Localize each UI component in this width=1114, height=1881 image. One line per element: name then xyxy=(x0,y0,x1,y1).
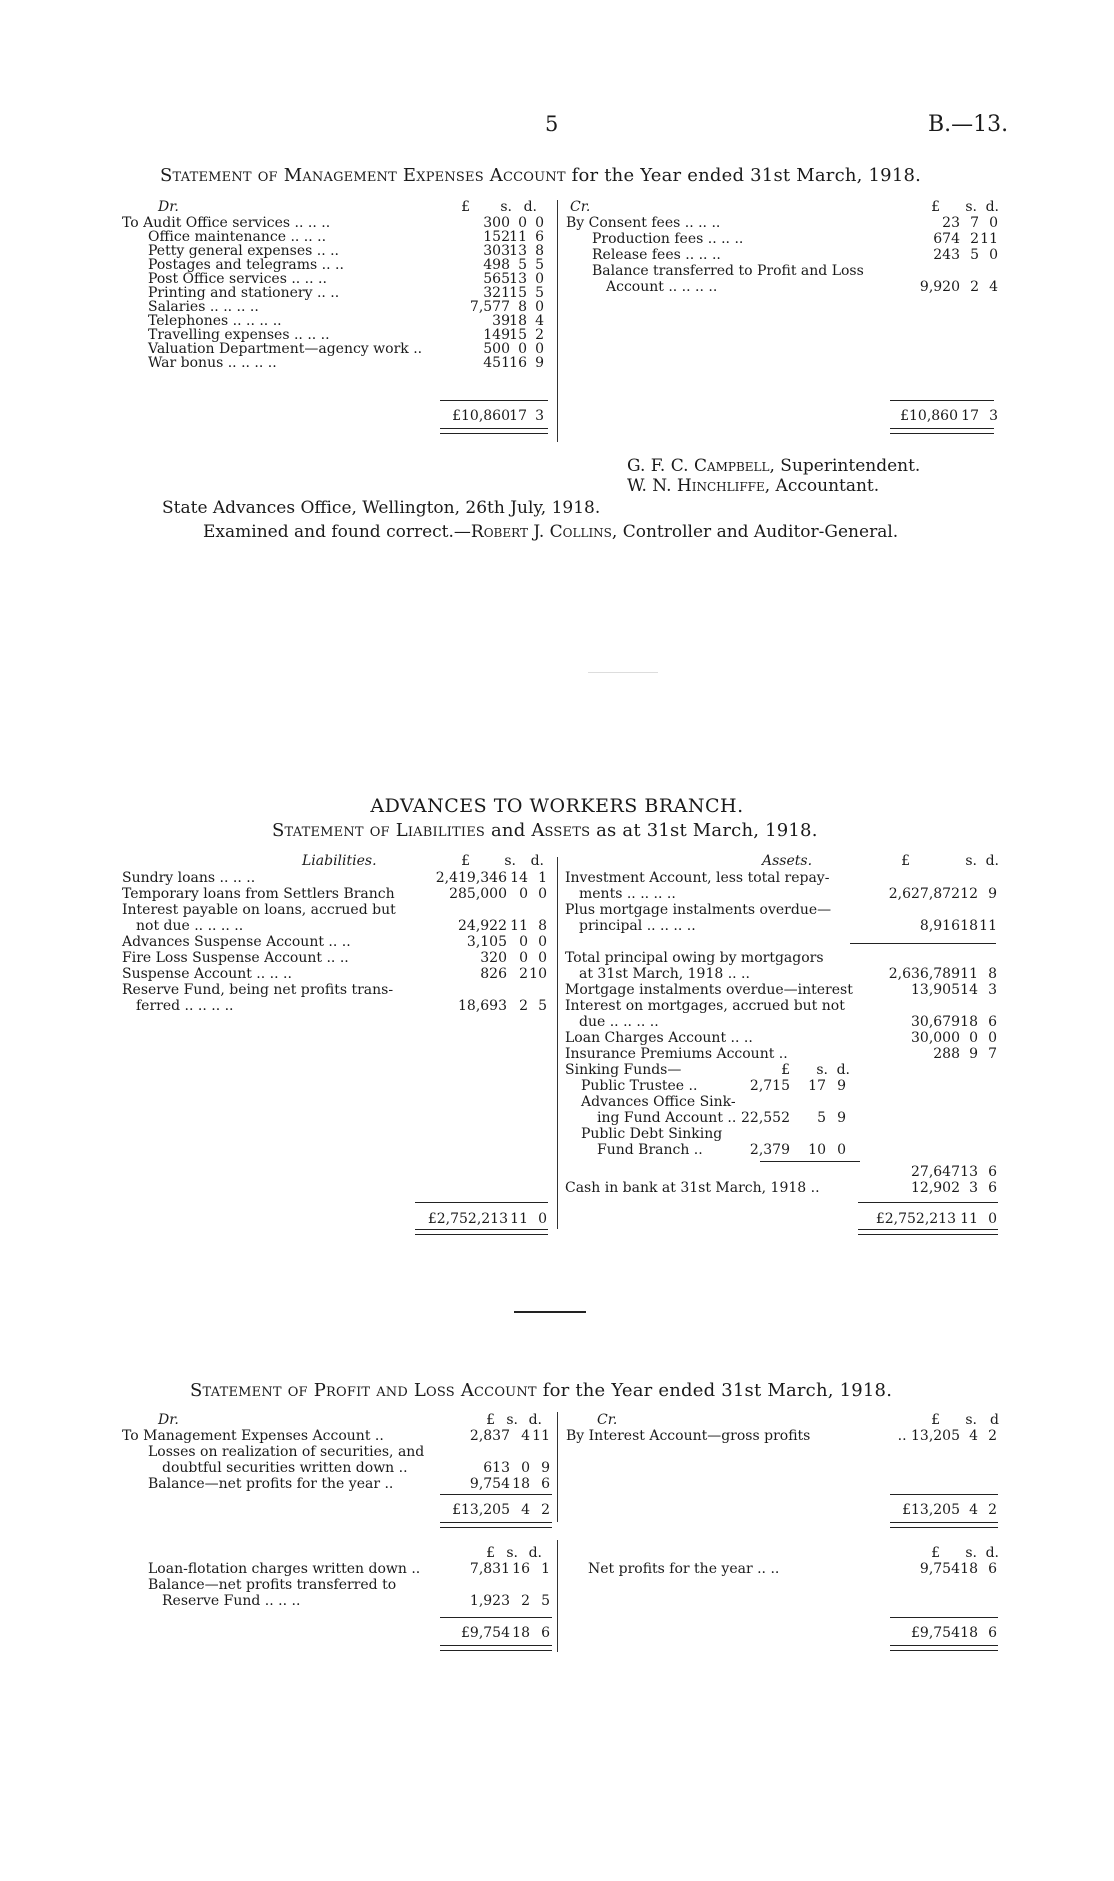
mgmt-cr-row-shillings: 7 xyxy=(970,215,979,231)
liab-row-pence: 10 xyxy=(529,966,547,982)
liab-row-label: Reserve Fund, being net profits trans- xyxy=(122,982,394,998)
mgmt-dr-row-pence: 0 xyxy=(535,215,544,231)
mgmt-dr-row-label: Telephones .. .. .. .. xyxy=(148,313,282,329)
pl-dr-total-pounds: £13,205 xyxy=(452,1502,510,1518)
mgmt-cr-row-label: By Consent fees .. .. .. xyxy=(566,215,721,231)
mgmt-dr-row-pounds: 7,577 xyxy=(469,299,510,315)
pl-dr2-row-label: Reserve Fund .. .. .. xyxy=(162,1593,301,1609)
liab-row-pence: 0 xyxy=(538,934,547,950)
asset-row-pence: 8 xyxy=(988,966,997,982)
pl-cr2-pounds: 9,754 xyxy=(919,1561,960,1577)
mgmt-cr-total-s: 17 xyxy=(961,408,979,424)
auditor-examined xyxy=(203,522,898,542)
mgmt-dr-row-pounds: 300 xyxy=(483,215,510,231)
mgmt-cr-row-pence: 4 xyxy=(989,279,998,295)
liab-pound-head: £ xyxy=(461,853,470,869)
accountant-name: W. N. Hinchliffe, xyxy=(627,476,771,496)
pl-title-caps: Statement of Profit and Loss Account xyxy=(190,1380,537,1401)
mgmt-dr-row-shillings: 15 xyxy=(509,285,527,301)
asset-row-label: Plus mortgage instalments overdue— xyxy=(565,902,832,918)
liab-row-label: Temporary loans from Settlers Branch xyxy=(122,886,395,902)
pl2-dr-d-head: d. xyxy=(528,1545,542,1561)
liab-s-head: s. xyxy=(504,853,516,869)
pl-dr2-row-pounds: 1,923 xyxy=(469,1593,510,1609)
mgmt-dr-d-head: d. xyxy=(523,199,537,215)
pl-dr-total-d: 2 xyxy=(541,1502,550,1518)
mgmt-dr-row-shillings: 8 xyxy=(518,299,527,315)
liab-total-s: 11 xyxy=(510,1211,528,1227)
asset-row-pounds: 8,916 xyxy=(919,918,960,934)
cash-d: 6 xyxy=(988,1180,997,1196)
mgmt-dr-row-pounds: 149 xyxy=(483,327,510,343)
assets-head: Assets. xyxy=(762,853,813,869)
mgmt-dr-row-shillings: 18 xyxy=(509,313,527,329)
asset-row-shillings: 9 xyxy=(969,1046,978,1062)
pl2-dr-total-d: 6 xyxy=(541,1625,550,1641)
sinking-row-pounds: 2,379 xyxy=(749,1142,790,1158)
mgmt-dr-row-pence: 6 xyxy=(535,229,544,245)
mgmt-dr-row-pence: 0 xyxy=(535,341,544,357)
mgmt-dr-row-pence: 9 xyxy=(535,355,544,371)
mgmt-dr-row-label: Post Office services .. .. .. xyxy=(148,271,327,287)
mgmt-cr-row-pounds: 674 xyxy=(933,231,960,247)
asset-row-pence: 9 xyxy=(988,886,997,902)
pl-cr-interest-s: 4 xyxy=(969,1428,978,1444)
asset-row-label: Loan Charges Account .. .. xyxy=(565,1030,753,1046)
liab-row-shillings: 2 xyxy=(519,998,528,1014)
asset-row-shillings: 0 xyxy=(969,1030,978,1046)
mgmt-dr-row-pounds: 565 xyxy=(483,271,510,287)
mgmt-dr-row-label: Office maintenance .. .. .. xyxy=(148,229,327,245)
sinking-row-pence: 9 xyxy=(837,1110,846,1126)
pl-dr-pound-head: £ xyxy=(486,1412,495,1428)
liab-row-shillings: 11 xyxy=(510,918,528,934)
liab-total-rule xyxy=(415,1202,548,1203)
document-reference: B.—13. xyxy=(928,112,1009,137)
pl-divider-bottom xyxy=(557,1540,558,1652)
pl-cr-double-rule xyxy=(890,1522,998,1528)
pl-dr-row-pence: 6 xyxy=(541,1476,550,1492)
liab-row-shillings: 0 xyxy=(519,886,528,902)
mgmt-cr-row-pounds: 23 xyxy=(942,215,960,231)
pl-dr-row-shillings: 0 xyxy=(521,1460,530,1476)
liab-d-head: d. xyxy=(530,853,544,869)
asset-row-pence: 3 xyxy=(988,982,997,998)
liab-row-pounds: 826 xyxy=(480,966,507,982)
pl-cr-total-pounds: £13,205 xyxy=(902,1502,960,1518)
mgmt-dr-row-shillings: 5 xyxy=(518,257,527,273)
mgmt-dr-row-pounds: 303 xyxy=(483,243,510,259)
mgmt-cr-d-head: d. xyxy=(985,199,999,215)
pl-dr-label: Dr. xyxy=(158,1412,179,1428)
mgmt-cr-total-pounds: £10,860 xyxy=(900,408,958,424)
liab-total-d: 0 xyxy=(538,1211,547,1227)
mgmt-cr-pound-head: £ xyxy=(931,199,940,215)
superintendent-role: Superintendent. xyxy=(774,456,921,476)
asset-row-label: ments .. .. .. .. xyxy=(579,886,676,902)
place-date: State Advances Office, Wellington, 26th July, 1918. xyxy=(162,498,601,518)
mgmt-cr-row-shillings: 2 xyxy=(970,279,979,295)
mgmt-dr-total-d: 3 xyxy=(535,408,544,424)
liab-row-label: Fire Loss Suspense Account .. .. xyxy=(122,950,349,966)
pl-dr-row-label: To Management Expenses Account .. xyxy=(122,1428,384,1444)
asset-row-pounds: 30,000 xyxy=(911,1030,960,1046)
mgmt-dr-row-label: To Audit Office services .. .. .. xyxy=(122,215,331,231)
mgmt-dr-total-pounds: £10,860 xyxy=(452,408,510,424)
pl-cr-interest-label: By Interest Account—gross profits xyxy=(566,1428,811,1444)
pl2-dr-total-s: 18 xyxy=(512,1625,530,1641)
asset-total-s: 11 xyxy=(960,1211,978,1227)
mgmt-cr-row-pence: 0 xyxy=(989,247,998,263)
mgmt-dr-label: Dr. xyxy=(158,199,179,215)
mgmt-cr-row-label: Balance transferred to Profit and Loss xyxy=(592,263,864,279)
sinking-subtotal-rule xyxy=(760,1161,860,1162)
mgmt-dr-row-label: War bonus .. .. .. .. xyxy=(148,355,277,371)
mgmt-dr-row-shillings: 11 xyxy=(509,229,527,245)
mgmt-dr-row-pence: 5 xyxy=(535,257,544,273)
pl-cr-label: Cr. xyxy=(597,1412,618,1428)
pl-dr-row-label: doubtful securities written down .. xyxy=(162,1460,408,1476)
mgmt-dr-row-pence: 0 xyxy=(535,271,544,287)
sinking-row-label: Fund Branch .. xyxy=(597,1142,703,1158)
mgmt-cr-row-shillings: 2 xyxy=(970,231,979,247)
pl-dr2-row-shillings: 2 xyxy=(521,1593,530,1609)
liabilities-head: Liabilities. xyxy=(302,853,377,869)
pl2-dr-total-pounds: £9,754 xyxy=(461,1625,510,1641)
liab-row-shillings: 2 xyxy=(519,966,528,982)
liab-row-label: ferred .. .. .. .. xyxy=(136,998,234,1014)
pl-cr2-d: 6 xyxy=(988,1561,997,1577)
asset-row-pounds: 288 xyxy=(933,1046,960,1062)
asset-row-pounds: 2,627,872 xyxy=(888,886,960,902)
pl-dr-s-head: s. xyxy=(506,1412,518,1428)
liab-row-pence: 0 xyxy=(538,950,547,966)
sinking-s-head: s. xyxy=(816,1062,828,1078)
cash-pounds: 12,902 xyxy=(911,1180,960,1196)
pl-dr-double-rule xyxy=(440,1522,552,1528)
mgmt-dr-row-shillings: 13 xyxy=(509,243,527,259)
mgmt-dr-row-label: Travelling expenses .. .. .. xyxy=(148,327,330,343)
mgmt-dr-row-shillings: 16 xyxy=(509,355,527,371)
mgmt-cr-double-rule xyxy=(890,428,994,434)
mgmt-dr-row-shillings: 0 xyxy=(518,215,527,231)
asset-total-pounds: £2,752,213 xyxy=(875,1211,956,1227)
page-number: 5 xyxy=(545,112,559,136)
mgmt-dr-row-pounds: 39 xyxy=(492,313,510,329)
pl2-dr-pound-head: £ xyxy=(486,1545,495,1561)
mgmt-cr-row-label: Account .. .. .. .. xyxy=(606,279,718,295)
mgmt-dr-row-pounds: 321 xyxy=(483,285,510,301)
cash-label: Cash in bank at 31st March, 1918 .. xyxy=(565,1180,820,1196)
pl-divider-top xyxy=(557,1412,558,1522)
sinking-total-pounds: 27,647 xyxy=(911,1164,960,1180)
mgmt-cr-row-pence: 11 xyxy=(980,231,998,247)
pl2-cr-total-d: 6 xyxy=(988,1625,997,1641)
pl-cr-pound-head: £ xyxy=(931,1412,940,1428)
faint-mark xyxy=(588,672,658,673)
pl-cr-total-d: 2 xyxy=(988,1502,997,1518)
sinking-row-label: Public Trustee .. xyxy=(581,1078,698,1094)
pl2-cr-total-rule xyxy=(890,1617,998,1618)
asset-row-pounds: 13,905 xyxy=(911,982,960,998)
pl2-dr-double-rule xyxy=(440,1645,552,1651)
liab-row-pounds: 3,105 xyxy=(466,934,507,950)
asset-row-label: Interest on mortgages, accrued but not xyxy=(565,998,845,1014)
mgmt-dr-row-pounds: 500 xyxy=(483,341,510,357)
mgmt-dr-row-label: Printing and stationery .. .. xyxy=(148,285,340,301)
pl2-cr-d-head: d. xyxy=(985,1545,999,1561)
mgmt-dr-double-rule xyxy=(440,428,548,434)
pl-dr2-row-label: Loan-flotation charges written down .. xyxy=(148,1561,421,1577)
pl-dr-total-s: 4 xyxy=(521,1502,530,1518)
asset-row-shillings: 11 xyxy=(960,966,978,982)
pl2-cr-s-head: s. xyxy=(965,1545,977,1561)
mgmt-dr-row-pence: 2 xyxy=(535,327,544,343)
pl2-cr-pound-head: £ xyxy=(931,1545,940,1561)
asset-row-shillings: 14 xyxy=(960,982,978,998)
sinking-row-shillings: 5 xyxy=(817,1110,826,1126)
auditor-role: Controller and Auditor-General. xyxy=(617,522,899,542)
sinking-total-s: 13 xyxy=(960,1164,978,1180)
liab-row-shillings: 0 xyxy=(519,950,528,966)
sinking-row-shillings: 17 xyxy=(808,1078,826,1094)
pl-dr-total-rule xyxy=(440,1494,552,1495)
sinking-row-label: ing Fund Account .. xyxy=(597,1110,737,1126)
mgmt-dr-row-label: Valuation Department—agency work .. xyxy=(148,341,423,357)
pl-dr-row-shillings: 4 xyxy=(521,1428,530,1444)
pl-dr-row-pounds: 613 xyxy=(483,1460,510,1476)
accountant-role: Accountant. xyxy=(770,476,880,496)
pl2-cr-double-rule xyxy=(890,1645,998,1651)
liab-row-label: Interest payable on loans, accrued but xyxy=(122,902,396,918)
asset-row-shillings: 18 xyxy=(960,918,978,934)
mgmt-cr-s-head: s. xyxy=(965,199,977,215)
liab-row-pounds: 285,000 xyxy=(449,886,507,902)
sinking-row-shillings: 10 xyxy=(808,1142,826,1158)
liab-title-caps1: Statement of Liabilities xyxy=(272,820,486,841)
mgmt-dr-total-rule xyxy=(440,400,548,401)
liab-divider xyxy=(557,857,558,1229)
liab-row-pounds: 18,693 xyxy=(458,998,507,1014)
assets-d-head: d. xyxy=(985,853,999,869)
asset-row-shillings: 18 xyxy=(960,1014,978,1030)
sinking-row-pence: 9 xyxy=(837,1078,846,1094)
mgmt-title-rest: for the Year ended 31st March, 1918. xyxy=(565,165,922,186)
liab-row-pence: 8 xyxy=(538,918,547,934)
pl-cr-interest-d: 2 xyxy=(988,1428,997,1444)
signature-superintendent xyxy=(627,456,920,476)
sinking-row-pence: 0 xyxy=(837,1142,846,1158)
sinking-row-label: Public Debt Sinking xyxy=(581,1126,723,1142)
pl-cr-interest-pounds: .. 13,205 xyxy=(897,1428,960,1444)
liab-title-rest: as at 31st March, 1918. xyxy=(590,820,818,841)
pl-dr-row-pounds: 2,837 xyxy=(469,1428,510,1444)
pl-cr-total-rule xyxy=(890,1494,998,1495)
mgmt-dr-row-pounds: 451 xyxy=(483,355,510,371)
mgmt-dr-row-pounds: 152 xyxy=(483,229,510,245)
mgmt-cr-total-d: 3 xyxy=(989,408,998,424)
mgmt-dr-row-pounds: 498 xyxy=(483,257,510,273)
pl2-cr-total-pounds: £9,754 xyxy=(911,1625,960,1641)
mgmt-dr-pound-head: £ xyxy=(461,199,470,215)
auditor-name: Robert J. Collins, xyxy=(470,522,618,542)
mgmt-dr-row-label: Petty general expenses .. .. xyxy=(148,243,340,259)
liab-row-label: Sundry loans .. .. .. xyxy=(122,870,256,886)
mgmt-dr-row-pence: 5 xyxy=(535,285,544,301)
liab-row-pence: 1 xyxy=(538,870,547,886)
liab-row-pence: 0 xyxy=(538,886,547,902)
pl-dr2-row-pence: 5 xyxy=(541,1593,550,1609)
liab-row-pounds: 2,419,346 xyxy=(435,870,507,886)
mgmt-dr-s-head: s. xyxy=(500,199,512,215)
asset-row-shillings: 12 xyxy=(960,886,978,902)
liab-double-rule xyxy=(415,1229,548,1235)
section-separator xyxy=(514,1311,586,1313)
pl2-dr-s-head: s. xyxy=(506,1545,518,1561)
mgmt-dr-row-label: Salaries .. .. .. .. xyxy=(148,299,259,315)
pl-title-rest: for the Year ended 31st March, 1918. xyxy=(536,1380,893,1401)
asset-row-pence: 0 xyxy=(988,1030,997,1046)
pl2-dr-total-rule xyxy=(440,1617,552,1618)
pl-dr2-row-pounds: 7,831 xyxy=(469,1561,510,1577)
mgmt-title-caps: Statement of Management Expenses Account xyxy=(160,165,566,186)
liab-row-label: Advances Suspense Account .. .. xyxy=(122,934,351,950)
pl-dr-row-pence: 9 xyxy=(541,1460,550,1476)
mgmt-dr-row-pence: 0 xyxy=(535,299,544,315)
asset-row-label: due .. .. .. .. xyxy=(579,1014,659,1030)
mgmt-dr-row-shillings: 13 xyxy=(509,271,527,287)
mgmt-cr-label: Cr. xyxy=(570,199,591,215)
cash-s: 3 xyxy=(969,1180,978,1196)
pl-dr-row-pounds: 9,754 xyxy=(469,1476,510,1492)
asset-row-label: Insurance Premiums Account .. xyxy=(565,1046,788,1062)
mgmt-cr-row-pence: 0 xyxy=(989,215,998,231)
pl-dr-row-shillings: 18 xyxy=(512,1476,530,1492)
signature-accountant xyxy=(627,476,879,496)
sinking-pound-head: £ xyxy=(781,1062,790,1078)
sinking-total-d: 6 xyxy=(988,1164,997,1180)
mgmt-dr-total-s: 17 xyxy=(509,408,527,424)
liab-row-pounds: 24,922 xyxy=(458,918,507,934)
pl-cr-total-s: 4 xyxy=(969,1502,978,1518)
pl-dr-row-pence: 11 xyxy=(532,1428,550,1444)
asset-row-label: Mortgage instalments overdue—interest xyxy=(565,982,853,998)
sinking-head: Sinking Funds— xyxy=(565,1062,682,1078)
mgmt-dr-row-shillings: 0 xyxy=(518,341,527,357)
liab-total-pounds: £2,752,213 xyxy=(427,1211,508,1227)
asset-row-pounds: 2,636,789 xyxy=(888,966,960,982)
liab-row-pounds: 320 xyxy=(480,950,507,966)
liab-row-shillings: 0 xyxy=(519,934,528,950)
mgmt-dr-row-shillings: 15 xyxy=(509,327,527,343)
mgmt-dr-row-label: Postages and telegrams .. .. xyxy=(148,257,344,273)
asset-row-pence: 6 xyxy=(988,1014,997,1030)
sinking-row-pounds: 2,715 xyxy=(749,1078,790,1094)
mgmt-cr-total-rule xyxy=(890,400,994,401)
pl-dr-row-label: Losses on realization of securities, and xyxy=(148,1444,425,1460)
pl2-cr-total-s: 18 xyxy=(960,1625,978,1641)
pl-cr2-s: 18 xyxy=(960,1561,978,1577)
pl-cr-s-head: s. xyxy=(965,1412,977,1428)
asset-row-pounds: 30,679 xyxy=(911,1014,960,1030)
mgmt-cr-row-pounds: 243 xyxy=(933,247,960,263)
mgmt-cr-row-shillings: 5 xyxy=(970,247,979,263)
mgmt-dr-row-pence: 8 xyxy=(535,243,544,259)
liab-row-pence: 5 xyxy=(538,998,547,1014)
asset-total-d: 0 xyxy=(988,1211,997,1227)
branch-title: ADVANCES TO WORKERS BRANCH. xyxy=(370,795,744,817)
pl-dr2-row-shillings: 16 xyxy=(512,1561,530,1577)
mgmt-title xyxy=(160,165,921,186)
liab-title xyxy=(272,820,818,841)
pl-cr2-label: Net profits for the year .. .. xyxy=(588,1561,780,1577)
pl-dr2-row-pence: 1 xyxy=(541,1561,550,1577)
assets-subtotal-rule xyxy=(850,943,996,944)
pl-cr-d-head: d xyxy=(990,1412,999,1428)
liab-row-label: not due .. .. .. .. xyxy=(136,918,244,934)
pl-title xyxy=(190,1380,892,1401)
mgmt-cr-row-pounds: 9,920 xyxy=(919,279,960,295)
liab-row-shillings: 14 xyxy=(510,870,528,886)
superintendent-name: G. F. C. Campbell, xyxy=(627,456,775,476)
assets-s-head: s. xyxy=(965,853,977,869)
mgmt-cr-row-label: Production fees .. .. .. xyxy=(592,231,744,247)
mgmt-divider xyxy=(557,200,558,442)
asset-total-rule xyxy=(858,1202,998,1203)
assets-pound-head: £ xyxy=(901,853,910,869)
asset-row-label: principal .. .. .. .. xyxy=(579,918,696,934)
liab-row-label: Suspense Account .. .. .. xyxy=(122,966,292,982)
asset-row-pence: 7 xyxy=(988,1046,997,1062)
asset-double-rule xyxy=(858,1229,998,1235)
mgmt-dr-row-pence: 4 xyxy=(535,313,544,329)
pl-dr2-row-label: Balance—net profits transferred to xyxy=(148,1577,397,1593)
asset-row-label: Investment Account, less total repay- xyxy=(565,870,830,886)
asset-row-label: Total principal owing by mortgagors xyxy=(565,950,824,966)
pl-dr-d-head: d. xyxy=(528,1412,542,1428)
liab-title-and: and xyxy=(485,820,532,841)
mgmt-cr-row-label: Release fees .. .. .. xyxy=(592,247,721,263)
sinking-d-head: d. xyxy=(836,1062,850,1078)
asset-row-pence: 11 xyxy=(979,918,997,934)
asset-row-label: at 31st March, 1918 .. .. xyxy=(579,966,750,982)
sinking-row-pounds: 22,552 xyxy=(741,1110,790,1126)
pl-dr-row-label: Balance—net profits for the year .. xyxy=(148,1476,394,1492)
liab-title-caps2: Assets xyxy=(531,820,591,841)
examined-text: Examined and found correct.— xyxy=(203,522,471,542)
sinking-row-label: Advances Office Sink- xyxy=(581,1094,736,1110)
